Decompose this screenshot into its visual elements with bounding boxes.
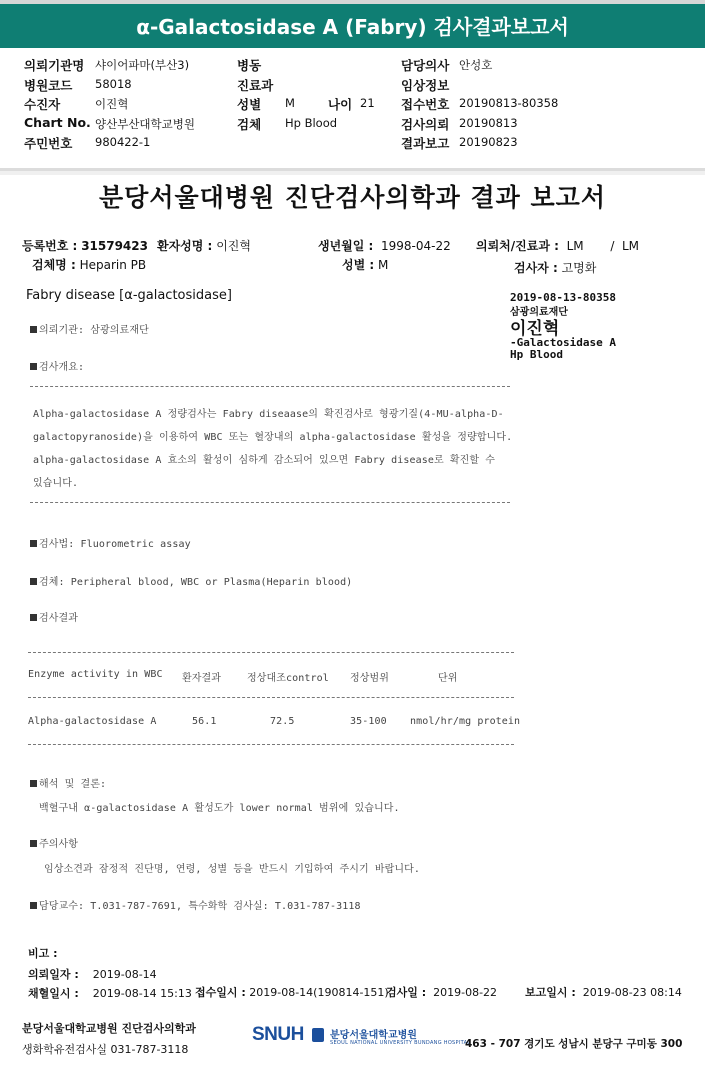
test-title: Fabry disease [α-galactosidase] <box>26 288 232 303</box>
report-value: 20190823 <box>459 135 518 149</box>
snuh-logo-text: SNUH <box>252 1024 304 1045</box>
results-header-col-1: Enzyme activity in WBC <box>28 669 163 680</box>
collected-date: 채혈일시 : 2019-08-14 15:13 <box>28 987 192 1000</box>
overview-line-3: alpha-galactosidase A 효소의 활성이 심하게 감소되어 있으면 Fabry disease로 확진할 수 <box>33 455 496 466</box>
dashed-divider <box>30 386 510 387</box>
overview-line-1: Alpha-galactosidase A 정량검사는 Fabry diseaase의 확진검사로 형광기질(4-MU-alpha-D- <box>33 409 504 420</box>
interpretation-title: 해석 및 결론: <box>30 775 106 790</box>
specimen-value: Hp Blood <box>285 116 338 130</box>
age-label: 나이 <box>328 97 353 112</box>
dept: 의뢰처/진료과 : LM / LM <box>476 239 640 253</box>
bullet-square-icon <box>30 780 37 787</box>
results-header-col-2: 환자결과 <box>182 673 222 684</box>
dept-name: 분당서울대학교병원 진단검사의학과 <box>22 1022 196 1035</box>
caution-text: 임상소견과 잠정적 진단명, 연령, 성별 등을 반드시 기입하여 주시기 바랍니다. <box>44 864 421 875</box>
chart-value: 양산부산대학교병원 <box>95 117 195 131</box>
results-header-col-3: 정상대조control <box>247 673 329 684</box>
birth-date: 생년월일 : 1998-04-22 <box>318 239 451 253</box>
method-line: 검사법: Fluorometric assay <box>30 535 191 550</box>
contact-line: 담당교수: T.031-787-7691, 특수화학 검사실: T.031-787-3118 <box>30 897 361 912</box>
tested-date: 검사일 : 2019-08-22 <box>386 986 498 999</box>
bullet-square-icon <box>30 614 37 621</box>
collector-value: 이진혁 <box>95 97 129 111</box>
receipt-value: 20190813-80358 <box>459 96 559 110</box>
clinical-label: 임상정보 <box>401 78 450 93</box>
overview-line-4: 있습니다. <box>33 478 79 489</box>
specimen-name: 검체명 : Heparin PB <box>32 258 147 272</box>
request-value: 20190813 <box>459 116 518 130</box>
results-header-col-4: 정상범위 <box>350 673 390 684</box>
result-test-name: Alpha-galactosidase A <box>28 716 157 727</box>
resident-value: 980422-1 <box>95 135 151 149</box>
requester-value: 샤이어파마(부산3) <box>95 58 190 72</box>
results-header-col-5: 단위 <box>438 673 458 684</box>
patient-sex: 성별 : M <box>342 258 389 272</box>
snuh-logo-english: SEOUL NATIONAL UNIVERSITY BUNDANG HOSPITAL <box>330 1040 471 1046</box>
stamp-specimen: Hp Blood <box>510 348 563 361</box>
sex-value: M <box>285 96 295 110</box>
dashed-divider <box>28 652 514 653</box>
result-patient-value: 56.1 <box>192 716 217 727</box>
age-value: 21 <box>360 96 375 110</box>
reg-number: 등록번호 : 31579423 <box>22 239 148 253</box>
dashed-divider <box>30 502 510 503</box>
dept-label: 진료과 <box>237 78 274 93</box>
requested-date: 의뢰일자 : 2019-08-14 <box>28 968 157 981</box>
interpretation-text: 백혈구내 α-galactosidase A 활성도가 lower normal 범위에 있습니다. <box>39 803 400 814</box>
hospital-code-value: 58018 <box>95 77 132 91</box>
hospital-code-label: 병원코드 <box>24 78 73 93</box>
bullet-square-icon <box>30 326 37 333</box>
section-divider-light <box>0 171 705 175</box>
caution-title: 주의사항 <box>30 835 78 850</box>
overview-line-2: galactopyranoside)을 이용하여 WBC 또는 혈장내의 alpha-galactosidase 활성을 정량합니다. <box>33 432 513 443</box>
specimen-line: 검체: Peripheral blood, WBC or Plasma(Heparin blood) <box>30 573 352 588</box>
snuh-emblem-icon <box>312 1028 324 1042</box>
report-label: 결과보고 <box>401 136 450 151</box>
doctor-value: 안성호 <box>459 58 493 72</box>
sex-label: 성별 <box>237 97 262 112</box>
result-title: 검사결과 <box>30 609 78 624</box>
dashed-divider <box>28 697 514 698</box>
stamp-receipt-number: 2019-08-13-80358 <box>510 291 616 304</box>
stamp-institution: 삼광의료재단 <box>510 307 568 318</box>
resident-label: 주민번호 <box>24 136 73 151</box>
doctor-label: 담당의사 <box>401 58 450 73</box>
request-label: 검사의뢰 <box>401 117 450 132</box>
stamp-test: -Galactosidase A <box>510 336 616 349</box>
result-unit: nmol/hr/mg protein <box>410 716 521 727</box>
received-date: 접수일시 : 2019-08-14(190814-151) <box>195 986 389 999</box>
result-normal-range: 35-100 <box>350 716 387 727</box>
bullet-square-icon <box>30 363 37 370</box>
bullet-square-icon <box>30 578 37 585</box>
receipt-label: 접수번호 <box>401 97 450 112</box>
report-title: 분당서울대병원 진단검사의학과 결과 보고서 <box>99 183 606 212</box>
ward-label: 병동 <box>237 58 262 73</box>
requester-label: 의뢰기관명 <box>24 58 85 73</box>
address: 463 - 707 경기도 성남시 분당구 구미동 300 <box>465 1038 683 1050</box>
dashed-divider <box>28 744 514 745</box>
overview-title: 검사개요: <box>30 358 84 373</box>
collector-label: 수진자 <box>24 97 61 112</box>
bullet-square-icon <box>30 902 37 909</box>
lab-phone: 생화학유전검사실 031-787-3118 <box>22 1043 189 1056</box>
note-label: 비고 : <box>28 947 58 960</box>
specimen-label: 검체 <box>237 117 262 132</box>
report-header-title: α-Galactosidase A (Fabry) 검사결과보고서 <box>0 4 705 48</box>
chart-label: Chart No. <box>24 115 91 130</box>
examiner: 검사자 : 고명화 <box>514 261 597 275</box>
snuh-logo-korean: 분당서울대학교병원 <box>330 1030 417 1041</box>
requester-line: 의뢰기관: 삼광의료재단 <box>30 321 149 336</box>
stamp-patient: 이진혁 <box>510 319 560 339</box>
bullet-square-icon <box>30 840 37 847</box>
reported-date: 보고일시 : 2019-08-23 08:14 <box>525 986 682 999</box>
bullet-square-icon <box>30 540 37 547</box>
patient-name: 환자성명 : 이진혁 <box>157 239 251 253</box>
result-control-value: 72.5 <box>270 716 295 727</box>
info-grid <box>0 48 705 170</box>
